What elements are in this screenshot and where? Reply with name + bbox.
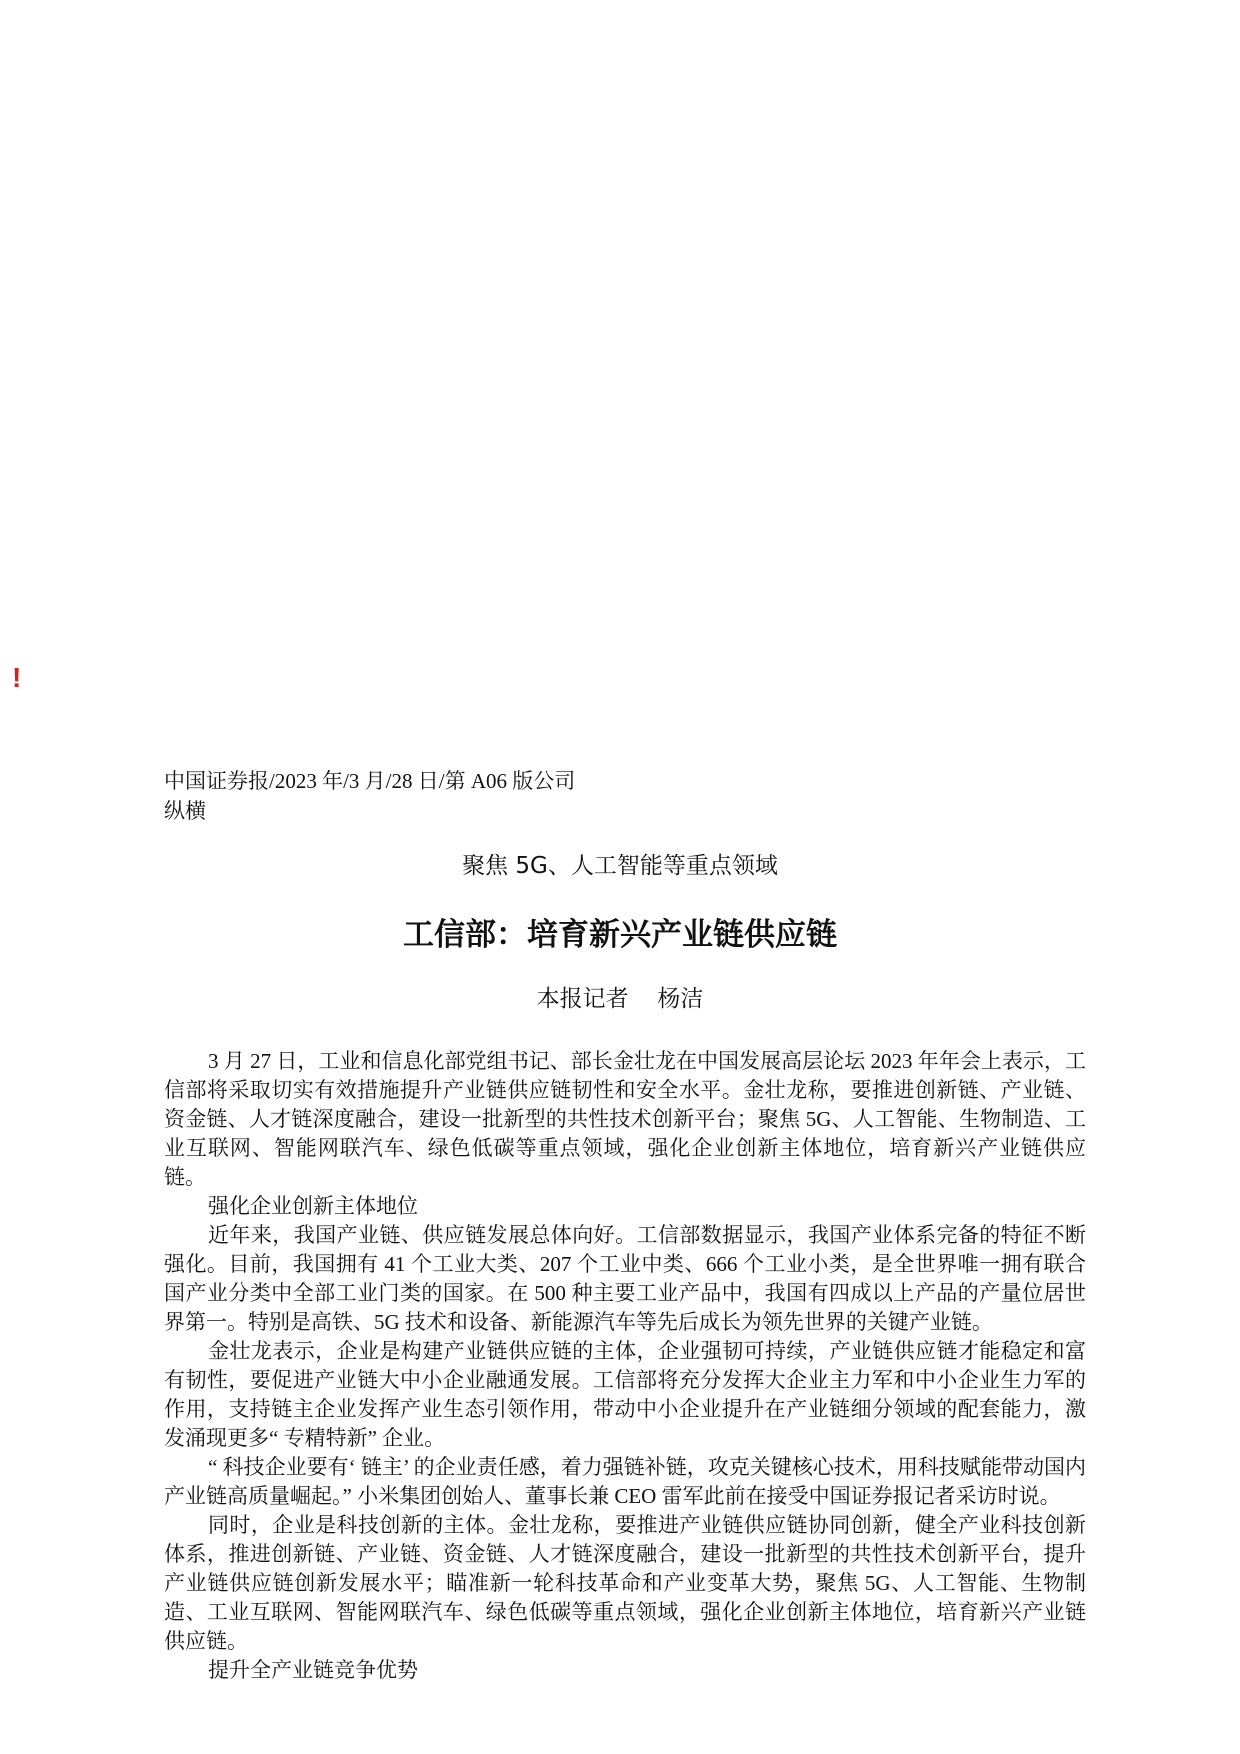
article-body xyxy=(164,1047,1086,1685)
source-line: 中国证券报/2023 年/3 月/28 日/第 A06 版公司纵横 xyxy=(164,769,576,823)
article-subtitle: 聚焦 5G、人工智能等重点领域 xyxy=(462,853,778,879)
byline: 本报记者 杨洁 xyxy=(536,986,704,1011)
paragraph: 3 月 27 日，工业和信息化部党组书记、部长金壮龙在中国发展高层论坛 2023 年年会上表示，工信部将采取切实有效措施提升产业链供应链韧性和安全水平。金壮龙称，要推进创新链、产业链、资金链、人才链深度融合，建设一批新型的共性技术创新平台；聚焦 5G、人工智能、生物制造、工业互联网、智能网联汽车、绿色低碳等重点领域，强化企业创新主体地位，培育新兴产业链供应链。 xyxy=(164,1049,1086,1189)
paragraph: 近年来，我国产业链、供应链发展总体向好。工信部数据显示，我国产业体系完备的特征不断强化。目前，我国拥有 41 个工业大类、207 个工业中类、666 个工业小类，是全世界唯一拥有联合国产业分类中全部工业门类的国家。在 500 种主要工业产品中，我国有四成以上产品的产量位居世界第一。特别是高铁、5G 技术和设备、新能源汽车等先后成长为领先世界的关键产业链。 xyxy=(164,1223,1086,1334)
section-heading: 提升全产业链竞争优势 xyxy=(208,1658,418,1682)
section-heading: 强化企业创新主体地位 xyxy=(208,1194,418,1218)
paragraph: 金壮龙表示，企业是构建产业链供应链的主体，企业强韧可持续，产业链供应链才能稳定和富有韧性，要促进产业链大中小企业融通发展。工信部将充分发挥大企业主力军和中小企业生力军的作用，支持链主企业发挥产业生态引领作用，带动中小企业提升在产业链细分领域的配套能力，激发涌现更多“ 专精特新” 企业。 xyxy=(164,1339,1086,1450)
quote-paragraph: “ 科技企业要有‘ 链主’ 的企业责任感，着力强链补链，攻克关键核心技术，用科技赋能带动国内产业链高质量崛起。” 小米集团创始人、董事长兼 CEO 雷军此前在接受中国证券报记者采访时说。 xyxy=(164,1455,1086,1508)
paragraph: 同时，企业是科技创新的主体。金壮龙称，要推进产业链供应链协同创新，健全产业科技创新体系，推进创新链、产业链、资金链、人才链深度融合，建设一批新型的共性技术创新平台，提升产业链供应链创新发展水平；瞄准新一轮科技革命和产业变革大势，聚焦 5G、人工智能、生物制造、工业互联网、智能网联汽车、绿色低碳等重点领域，强化企业创新主体地位，培育新兴产业链供应链。 xyxy=(164,1513,1086,1653)
article-headline: 工信部：培育新兴产业链供应链 xyxy=(403,917,837,953)
alert-mark: ! xyxy=(12,662,22,693)
